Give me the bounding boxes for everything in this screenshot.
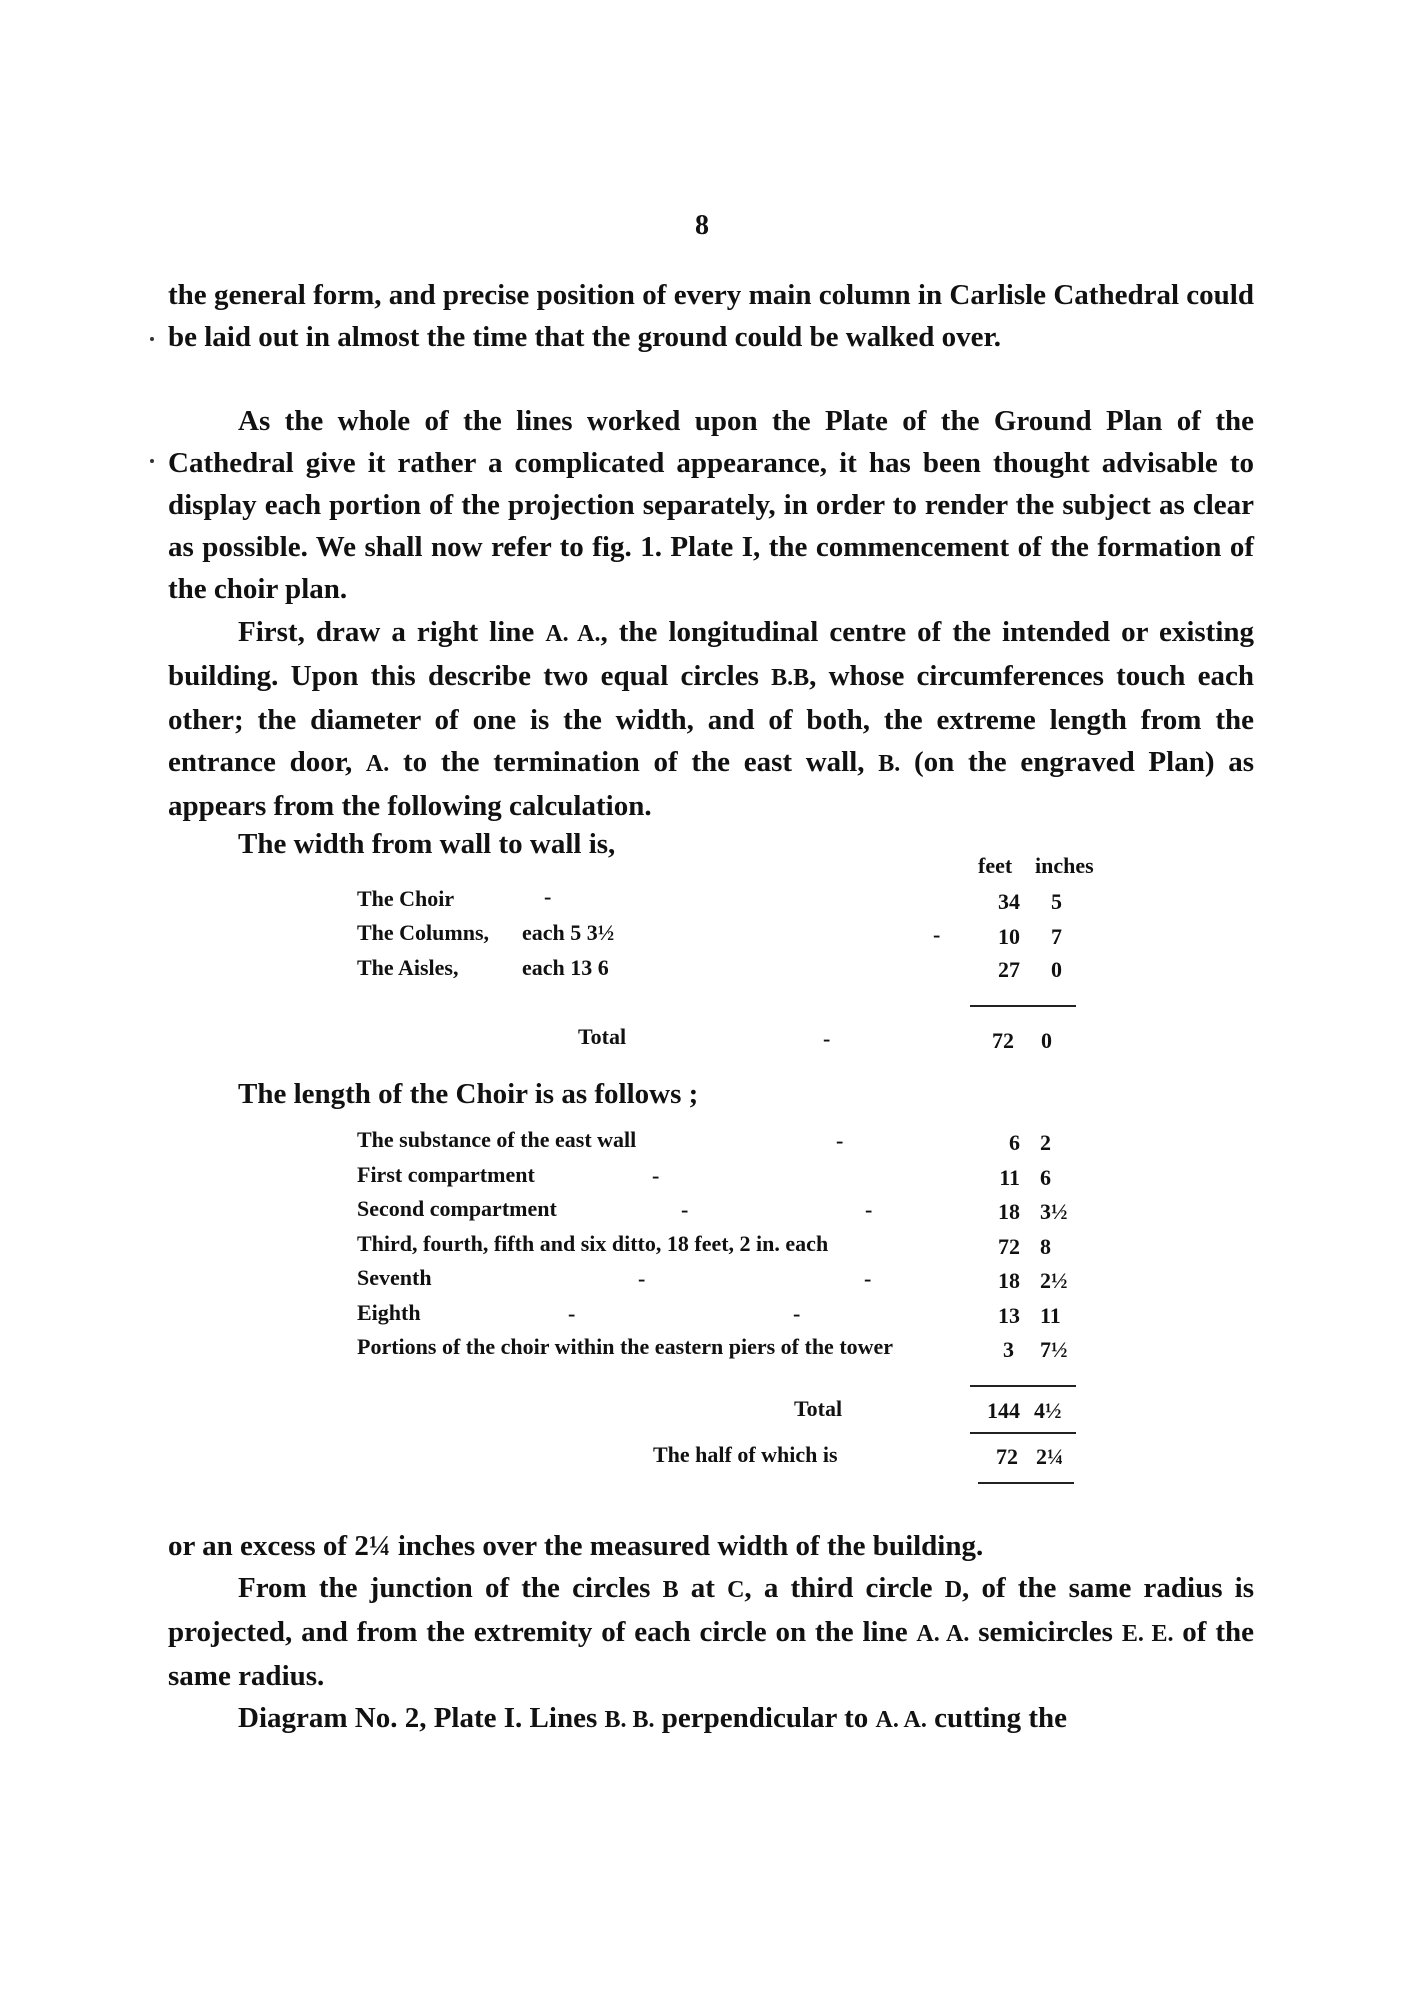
width-row-each: each 13 6 — [522, 955, 609, 980]
length-row-label: Eighth — [357, 1300, 421, 1325]
paragraph-2-text: As the whole of the lines worked upon the Plate of the Ground Plan of the Cathedral give it rather a complicated appearance, it has been thought advisable to display each portion of the projection separately, in order to render the subject as clear as possible. We shall now refer to fig. 1. Plate I, the commencement of the formation of the choir plan. — [168, 405, 1254, 605]
text-run: , the longitudinal centre of the intended or existing building. Upon this describe two equal circles — [168, 616, 1255, 692]
ref-letter: E. E. — [1121, 1621, 1174, 1647]
text-run: to the termination of the east wall, — [389, 746, 879, 778]
length-row-feet: 13 — [998, 1303, 1020, 1328]
page-number: 8 — [695, 210, 709, 241]
length-row-inches: 2 — [1040, 1130, 1051, 1155]
length-row-inches: 2½ — [1040, 1268, 1068, 1293]
sum-rule — [978, 1482, 1074, 1484]
paragraph-3 — [168, 611, 1254, 827]
width-lead-text: The width from wall to wall is, — [238, 828, 616, 860]
length-row-label: Portions of the choir within the eastern piers of the tower — [357, 1334, 894, 1359]
paragraph-3-text — [168, 611, 1254, 827]
leader-dash: - — [681, 1197, 689, 1222]
length-row-feet: 11 — [999, 1165, 1020, 1190]
text-run: First, draw a right line — [238, 616, 546, 648]
width-total-label: Total — [578, 1024, 627, 1049]
paragraph-1 — [168, 274, 1254, 358]
length-row-label: Third, fourth, fifth and six ditto, 18 feet, 2 in. each — [357, 1231, 829, 1256]
margin-mark — [150, 459, 154, 463]
length-lead-text: The length of the Choir is as follows ; — [238, 1078, 699, 1110]
text-run: , whose circumferences touch each other; the diameter of one is the width, and of both, the extreme length from the entrance door, — [168, 660, 1254, 778]
leader-dash: - — [865, 1197, 873, 1222]
sum-rule — [970, 1385, 1076, 1387]
ref-letter: A. A. — [875, 1707, 927, 1733]
margin-mark — [150, 337, 154, 341]
ref-letter: A. — [365, 751, 390, 777]
length-row-label: Seventh — [357, 1265, 432, 1290]
leader-dash: - — [836, 1128, 844, 1153]
length-total-feet: 144 — [987, 1398, 1020, 1423]
ref-letter: B — [662, 1577, 679, 1603]
width-row-inches: 0 — [1051, 957, 1062, 982]
text-run: perpendicular to — [654, 1702, 876, 1734]
ref-letter: B. B. — [604, 1707, 655, 1733]
width-row-label: The Choir — [357, 886, 455, 911]
length-row-feet: 6 — [1009, 1130, 1020, 1155]
paragraph-6-text — [168, 1697, 1254, 1741]
length-row-label: First compartment — [357, 1162, 535, 1187]
leader-dash: - — [568, 1301, 576, 1326]
length-row-inches: 7½ — [1040, 1337, 1068, 1362]
ref-letter: A. A. — [545, 621, 601, 647]
length-row-inches: 3½ — [1040, 1199, 1068, 1224]
text-run: (on the engraved Plan) as appears from the following calculation. — [168, 746, 1254, 822]
width-row-feet: 27 — [998, 957, 1020, 982]
ref-letter: A. A. — [916, 1621, 970, 1647]
ref-letter: C — [727, 1577, 745, 1603]
text-run: From the junction of the circles — [238, 1572, 663, 1604]
width-row-label: The Aisles, — [357, 955, 459, 980]
sum-rule — [970, 1005, 1076, 1007]
leader-dash: - — [864, 1266, 872, 1291]
width-total-inches: 0 — [1041, 1028, 1052, 1053]
paragraph-1-text: the general form, and precise position of every main column in Carlisle Cathedral could be laid out in almost the time that the ground could be walked over. — [168, 279, 1254, 353]
text-run: at — [678, 1572, 728, 1604]
leader-dash: - — [544, 884, 552, 909]
text-run: cutting the — [926, 1702, 1068, 1734]
length-total-inches: 4½ — [1034, 1398, 1062, 1423]
ref-letter: D — [944, 1577, 963, 1603]
text-run: , a third circle — [744, 1572, 945, 1604]
ref-letter: B.B — [771, 665, 810, 691]
leader-dash: - — [823, 1026, 831, 1051]
excess-text: or an excess of 2¼ inches over the measured width of the building. — [168, 1530, 984, 1562]
length-row-feet: 18 — [998, 1268, 1020, 1293]
width-row-feet: 34 — [998, 889, 1020, 914]
width-row-label: The Columns, — [357, 920, 490, 945]
paragraph-5-text — [168, 1567, 1254, 1697]
header-inches: inches — [1035, 853, 1094, 878]
sum-rule — [970, 1432, 1076, 1434]
leader-dash: - — [652, 1163, 660, 1188]
length-row-inches: 8 — [1040, 1234, 1051, 1259]
paragraph-after-table — [168, 1525, 1254, 1741]
text-run: semicircles — [969, 1616, 1122, 1648]
leader-dash: - — [933, 922, 941, 947]
length-total-label: Total — [794, 1396, 843, 1421]
length-half-feet: 72 — [996, 1444, 1018, 1469]
length-row-feet: 18 — [998, 1199, 1020, 1224]
length-row-feet: 72 — [998, 1234, 1020, 1259]
width-row-feet: 10 — [998, 924, 1020, 949]
length-half-label: The half of which is — [653, 1442, 838, 1467]
width-row-inches: 5 — [1051, 889, 1062, 914]
text-run: , of the same radius is projected, and from the extremity of each circle on the line — [168, 1572, 1254, 1648]
leader-dash: - — [638, 1266, 646, 1291]
length-row-inches: 11 — [1040, 1303, 1061, 1328]
length-row-label: The substance of the east wall — [357, 1127, 637, 1152]
length-row-inches: 6 — [1040, 1165, 1051, 1190]
length-row-label: Second compartment — [357, 1196, 557, 1221]
length-lead — [168, 1073, 1254, 1115]
text-run: of the same radius. — [168, 1616, 1254, 1692]
width-total-feet: 72 — [992, 1028, 1014, 1053]
length-half-inches: 2¼ — [1036, 1444, 1064, 1469]
paragraph-2 — [168, 400, 1254, 610]
ref-letter: B. — [878, 751, 901, 777]
width-row-inches: 7 — [1051, 924, 1062, 949]
width-row-each: each 5 3½ — [522, 920, 615, 945]
leader-dash: - — [793, 1301, 801, 1326]
text-run: Diagram No. 2, Plate I. Lines — [238, 1702, 605, 1734]
header-feet: feet — [978, 853, 1013, 878]
length-row-feet: 3 — [1003, 1337, 1014, 1362]
